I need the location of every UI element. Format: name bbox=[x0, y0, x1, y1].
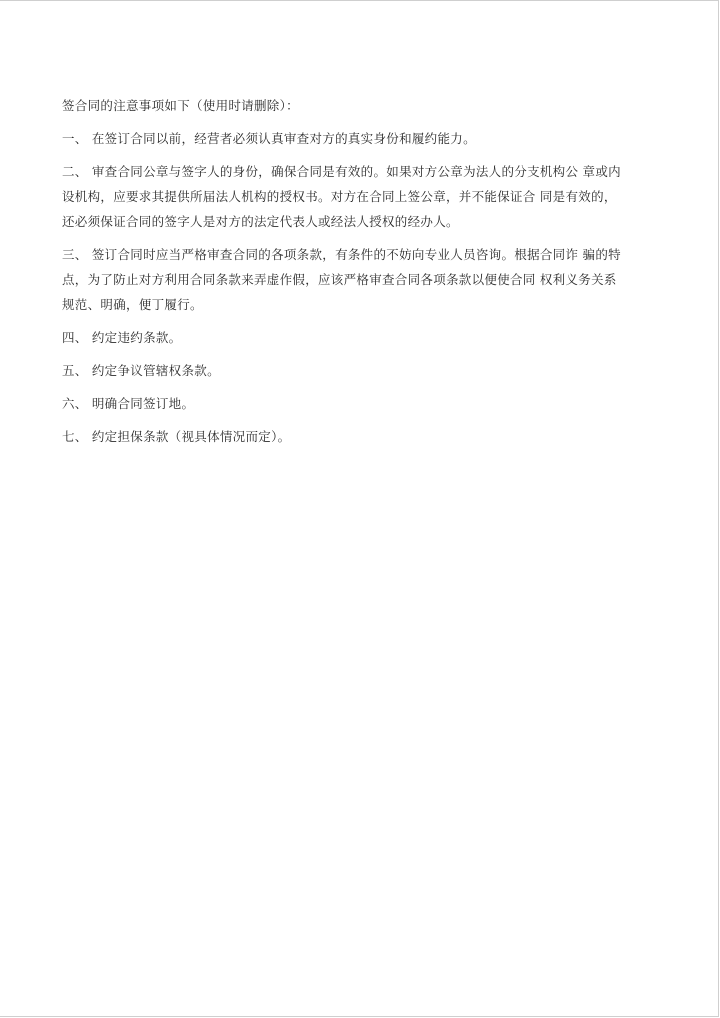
item-paragraph-2 bbox=[62, 159, 658, 234]
item-3-line-2: 点，为了防止对方利用合同条款来弄虚作假，应该严格审查合同各项条款以便使合同 权利义务关系 bbox=[62, 272, 617, 287]
item-paragraph-5 bbox=[62, 358, 658, 383]
item-7-line-1: 七、 约定担保条款（视具体情况而定）。 bbox=[62, 429, 291, 444]
item-2-line-2: 设机构，应要求其提供所届法人机构的授权书。对方在合同上签公章，并不能保证合 同是有效的， bbox=[62, 189, 617, 204]
item-paragraph-4 bbox=[62, 325, 658, 350]
intro-paragraph bbox=[62, 93, 658, 118]
item-1-line-1: 一、 在签订合同以前，经营者必须认真审查对方的真实身份和履约能力。 bbox=[62, 131, 476, 146]
item-paragraph-1 bbox=[62, 126, 658, 151]
item-3-line-3: 规范、明确，便丁履行。 bbox=[62, 297, 203, 312]
item-5-line-1: 五、 约定争议管辖权条款。 bbox=[62, 363, 220, 378]
item-6-line-1: 六、 明确合同签订地。 bbox=[62, 396, 195, 411]
item-paragraph-7 bbox=[62, 424, 658, 449]
item-4-line-1: 四、 约定违约条款。 bbox=[62, 330, 182, 345]
item-3-line-1: 三、 签订合同时应当严格审查合同的各项条款，有条件的不妨向专业人员咨询。根据合同诈 骗的特 bbox=[62, 247, 621, 262]
item-2-line-1: 二、 审查合同公章与签字人的身份，确保合同是有效的。如果对方公章为法人的分支机构公 章或内 bbox=[62, 164, 621, 179]
document-body bbox=[62, 93, 658, 449]
item-paragraph-3 bbox=[62, 242, 658, 317]
item-paragraph-6 bbox=[62, 391, 658, 416]
intro-text: 签合同的注意事项如下（使用时请删除）： bbox=[62, 98, 299, 113]
item-2-line-3: 还必须保证合同的签字人是对方的法定代表人或经法人授权的经办人。 bbox=[62, 214, 459, 229]
